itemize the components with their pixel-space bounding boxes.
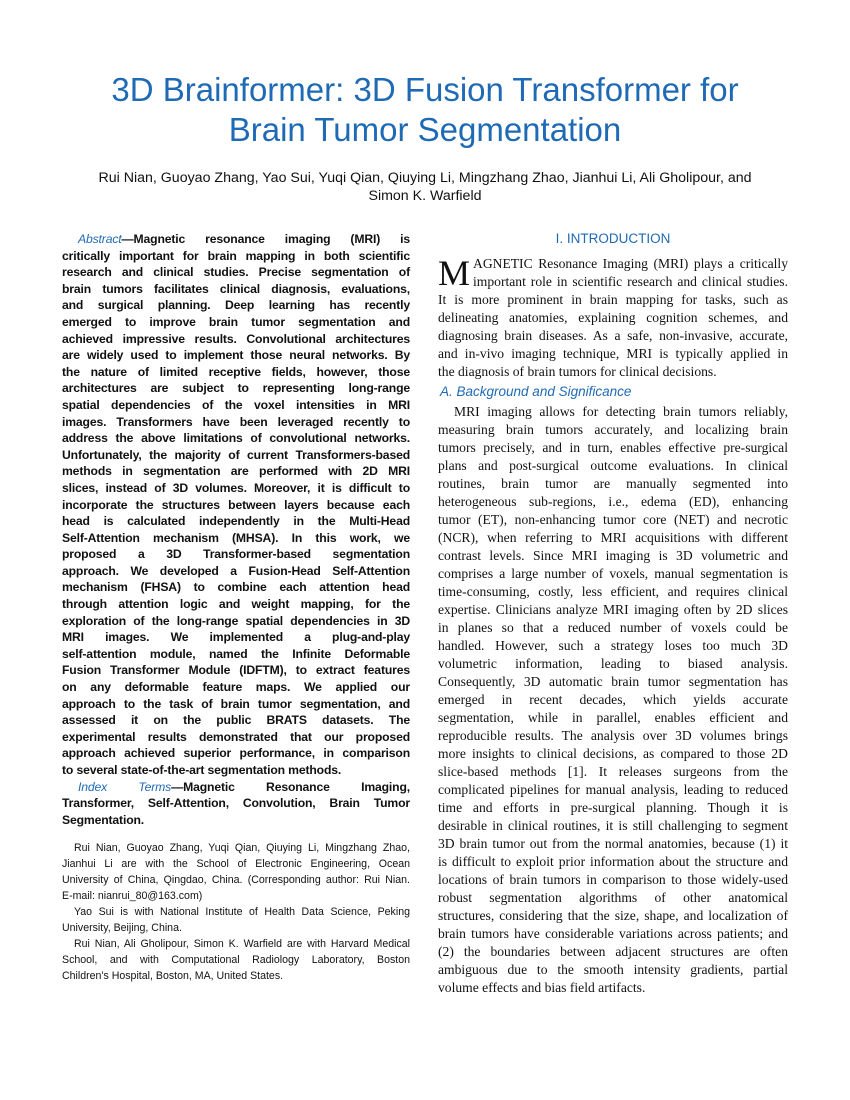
text-line: volumetric information, leading to biased analysis. [438,656,788,671]
text-line: Self-Attention mechanism (MHSA). In this work, we [62,530,410,545]
text-line: exploration of the long-range spatial dependencies in 3D [62,613,410,628]
footnote-line: Rui Nian, Ali Gholipour, Simon K. Warfield are with Harvard Medical [74,938,410,950]
text-line [62,779,410,796]
authors [40,169,810,205]
footnote-line: Yao Sui is with National Institute of Health Data Science, Peking [74,906,410,918]
text-line: (2) the boundaries between adjacent structures are often [438,944,788,959]
text-line: more insights to clinical decisions, as compared to those 2D [438,746,788,761]
text-line: Transformer, Self-Attention, Convolution, Brain Tumor [62,796,410,811]
text-line: self-attention module, named the Infinite Deformable [62,646,410,661]
text-line: in planes so that a reduced number of voxels could be [438,620,788,635]
text-line: locations of brain tumors in comparison to those widely-used [438,872,788,887]
text-line: assessed it on the public BRATS datasets. The [62,713,410,728]
text-line: time-consuming, costly, less efficient, and requires clinical [438,584,788,599]
text-line: reproducible results. The analysis over 3D volumes brings [438,728,788,743]
text-line: important role in scientific research and clinical studies. [473,274,788,289]
drop-cap: M [438,253,471,293]
text-line: architectures are subject to representing long-range [62,381,410,396]
footnotes [62,840,410,984]
section-heading-introduction: I. INTRODUCTION [555,231,671,246]
text-line: incorporate the structures between layers because each [62,497,410,512]
text-line: approach to the task of brain tumor segmentation, and [62,696,410,711]
paper-title-line-1: 3D Brainformer: 3D Fusion Transformer for [111,71,739,108]
text-line: contrast levels. Since MRI imaging is 3D volumetric and [438,548,788,563]
paper-title-line-2: Brain Tumor Segmentation [228,111,622,148]
text-line: the diagnosis of brain tumors for clinical decisions. [438,364,717,379]
text-line: heterogeneous sub-regions, i.e., edema (ED), enhancing [438,494,788,509]
text-line: on any deformable feature maps. We applied our [62,680,410,695]
subsection-heading-background: A. Background and Significance [440,384,632,399]
text-line: ambiguous due to the smooth intensity gradients, partial [438,962,788,977]
label: Index Terms [78,779,172,794]
text-line: methods in segmentation are performed with 2D MRI [62,464,410,479]
text-line: volume effects and bias field artifacts. [438,980,646,995]
text-line: expertise. Clinicians analyze MRI imaging often by 2D slices [438,602,788,617]
text-line: (NCR), when referring to MRI acquisitions with different [438,530,788,545]
text-line: Unfortunately, the majority of current Transformers-based [62,447,410,462]
text-line: head is calculated independently in the Multi-Head [62,514,410,529]
text-line: Segmentation. [62,812,145,827]
text-line: comprises a large number of voxels, manual segmentation is [438,566,788,581]
footnote-line: Rui Nian, Guoyao Zhang, Yuqi Qian, Qiuying Li, Mingzhang Zhao, [74,842,410,854]
text-line: 3D brain tumor out from the normal anatomies, because (1) it [438,836,788,851]
text-line: time and efforts in pre-surgical planning. Though it is [438,800,788,815]
intro-paragraph-1 [438,255,788,381]
text-line: emerged to improve brain tumor segmentation and [62,314,410,329]
text-line: to several state-of-the-art segmentation methods. [62,763,342,777]
text-line: address the above limitations of convolutional networks. [62,431,410,446]
text-line: handled. However, such a strategy loses too much 3D [438,638,788,653]
text-line: images. Transformers have been leveraged recently to [62,414,410,429]
text-line: is difficult to exploit prior information about the structure and [438,854,788,869]
text-line: through attention logic and weight mapping, for the [62,597,410,612]
text-line: routines, brain tumor are manually segmented into [438,476,788,491]
footnote-line: Children's Hospital, Boston, MA, United States. [62,970,284,982]
footnote-line: School, and with Computational Radiology Laboratory, Boston [62,954,410,966]
text-line [62,231,410,248]
text-line: proposed a 3D Transformer-based segmentation [62,547,410,562]
text-line: spatial dependencies of the voxel intensities in MRI [62,397,410,412]
text-line: plans and post-surgical outcome evaluations. In clinical [438,458,788,473]
footnote-line: E-mail: nianrui_80@163.com) [62,890,203,902]
text-line: are widely used to implement those neural networks. By [62,348,410,363]
text-line: brain tumors facilitates clinical diagnosis, evaluations, [62,281,410,296]
text-line: delineating anatomies, explaining cognition schemes, and [438,310,788,325]
text: —Magnetic resonance imaging (MRI) is [121,232,410,246]
text-line: robust segmentation algorithms of other anatomical [438,890,788,905]
text-line: mechanism (FHSA) to combine each attention head [62,580,410,595]
text-line: achieved impressive results. Convolutional architectures [62,331,410,346]
label: Abstract [78,232,122,246]
footnote-line: University of China, Qingdao, China. (Corresponding author: Rui Nian. [62,874,410,886]
text-line: the nature of limited receptive fields, however, those [62,364,410,379]
abstract [62,231,410,828]
text-line: experimental results demonstrated that our proposed [62,729,410,744]
text-line: and in-vivo imaging technique, MRI is typically applied in [438,346,788,361]
footnote-line: Jianhui Li are with the School of Electronic Engineering, Ocean [62,858,410,870]
text-line: desirable in clinical routines, it is still challenging to segment [438,818,788,833]
text-line: AGNETIC Resonance Imaging (MRI) plays a critically [473,256,788,271]
intro-paragraph-2 [438,403,788,997]
text-line: slice-based methods [1]. It releases surgeons from the [438,764,788,779]
text-line: slices, instead of 3D volumes. Moreover, it is difficult to [62,480,410,495]
text-line: tumor (ET), non-enhancing tumor core (NET) and necrotic [438,512,788,527]
text-line: diagnosing brain diseases. As a safe, non-invasive, accurate, [438,328,788,343]
text-line: approach. We developed a Fusion-Head Self-Attention [62,563,410,578]
text-line: Consequently, 3D automatic brain tumor segmentation has [438,674,788,689]
authors-line-1: Rui Nian, Guoyao Zhang, Yao Sui, Yuqi Qian, Qiuying Li, Mingzhang Zhao, Jianhui Li, Ali Gholipour, and [98,170,752,186]
text-line: MRI images. We implemented a plug-and-play [62,630,410,645]
text-line: brain tumors have considerable variations across patients; and [438,926,788,941]
text-line: measuring brain tumors accurately, and localizing brain [438,422,788,437]
text-line: segmentation, while in parallel, enables efficient and [438,710,788,725]
text: —Magnetic Resonance Imaging, [171,779,410,794]
text-line: MRI imaging allows for detecting brain tumors reliably, [454,404,788,419]
text-line: and surgical planning. Deep learning has recently [62,298,410,313]
text-line: structures, considering that the size, shape, and localization of [438,908,788,923]
footnote-line: University, Beijing, China. [62,922,182,934]
text-line: complicated pipelines for manual analysis, leading to reduced [438,782,788,797]
text-line: emerged in recent decades, which yields accurate [438,692,788,707]
text-line: approach achieved superior performance, in comparison [62,746,410,761]
text-line: critically important for brain mapping in both scientific [62,248,410,263]
text-line: It is more prominent in brain mapping for tasks, such as [438,292,788,307]
text-line: research and clinical studies. Precise segmentation of [62,265,410,280]
authors-line-2: Simon K. Warfield [368,188,482,204]
text-line: Fusion Transformer Module (IDFTM), to extract features [62,663,410,678]
text-line: tumors precisely, and in turn, enables effective pre-surgical [438,440,788,455]
